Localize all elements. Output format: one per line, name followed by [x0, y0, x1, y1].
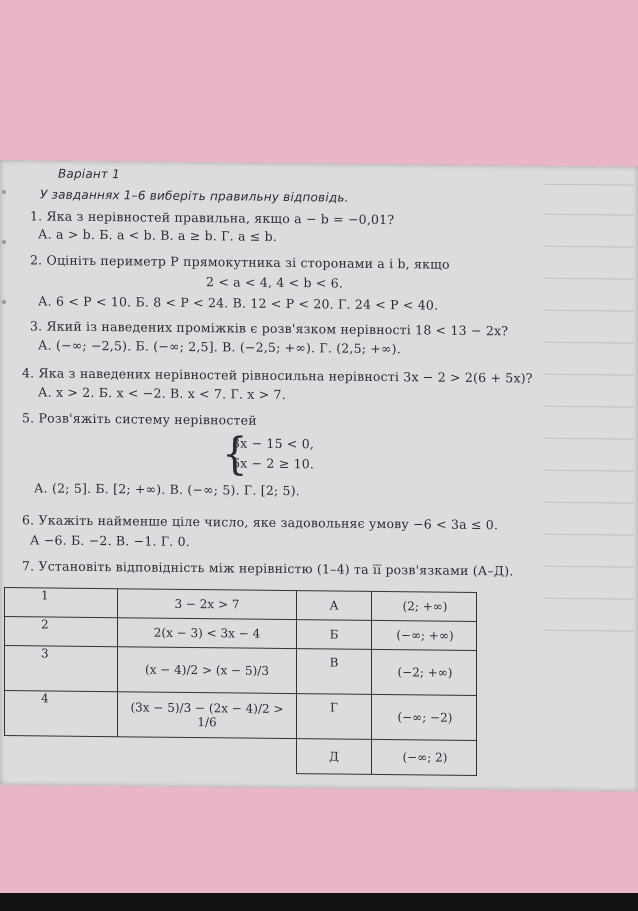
answer-letter: Г	[297, 694, 372, 740]
matching-table	[4, 587, 477, 775]
q2-answers: А. 6 < P < 10. Б. 8 < P < 24. В. 12 < P < 20. Г. 24 < P < 40.	[38, 293, 439, 313]
q4-question: 4. Яка з наведених нерівностей рівносильна нерівності 3x − 2 > 2(6 + 5x)?	[22, 365, 533, 386]
binding-hole	[2, 190, 6, 194]
answer-interval: (−∞; 2)	[372, 739, 477, 775]
ruled-line	[544, 184, 634, 186]
q2-condition: 2 < a < 4, 4 < b < 6.	[206, 274, 344, 291]
row-number	[5, 736, 118, 772]
q6-answers: А −6. Б. −2. В. −1. Г. 0.	[30, 532, 190, 549]
variant-title: Варіант 1	[58, 166, 120, 182]
ruled-line	[544, 534, 634, 536]
row-number: 4	[5, 691, 118, 737]
q6-question: 6. Укажіть найменше ціле число, яке задовольняє умову −6 < 3a ≤ 0.	[22, 512, 499, 533]
row-number: 2	[5, 617, 118, 647]
answer-letter: А	[297, 591, 372, 621]
instruction: У завданнях 1–6 виберіть правильну відповідь.	[40, 187, 349, 205]
q2-question: 2. Оцініть периметр P прямокутника зі сторонами a і b, якщо	[30, 252, 450, 272]
ruled-line	[544, 214, 634, 216]
row-number: 3	[5, 646, 118, 692]
ruled-line	[544, 598, 634, 600]
q1-question: 1. Яка з нерівностей правильна, якщо a − b = −0,01?	[30, 208, 395, 228]
inequality: 3 − 2x > 7	[118, 589, 297, 620]
worksheet-page	[0, 160, 638, 792]
bottom-bar	[0, 893, 638, 911]
system-brace: {	[222, 429, 248, 480]
binding-hole	[2, 240, 6, 244]
inequality: (3x − 5)/3 − (2x − 4)/2 > 1/6	[118, 692, 297, 739]
q1-answers: А. a > b. Б. a < b. В. a ≥ b. Г. a ≤ b.	[38, 226, 278, 244]
q4-answers: А. x > 2. Б. x < −2. В. x < 7. Г. x > 7.	[38, 384, 286, 402]
q3-answers: А. (−∞; −2,5). Б. (−∞; 2,5]. В. (−2,5; +∞). Г. (2,5; +∞).	[38, 337, 401, 357]
answer-letter: Б	[297, 620, 372, 650]
q5-line1: 3x − 15 < 0,	[232, 435, 315, 452]
ruled-line	[544, 470, 634, 472]
q7-question: 7. Установіть відповідність між нерівністю (1–4) та її розв'язками (А–Д).	[22, 558, 514, 579]
q3-question: 3. Який із наведених проміжків є розв'язком нерівності 18 < 13 − 2x?	[30, 318, 509, 339]
ruled-line	[544, 310, 634, 312]
q5-question: 5. Розв'яжіть систему нерівностей	[22, 410, 257, 428]
binding-hole	[2, 300, 6, 304]
table-row	[5, 736, 477, 775]
ruled-line	[544, 246, 634, 248]
ruled-line	[544, 278, 634, 280]
answer-interval: (−∞; +∞)	[372, 620, 477, 650]
ruled-line	[544, 566, 634, 568]
ruled-line	[544, 406, 634, 408]
answer-letter: Д	[297, 739, 372, 774]
ruled-line	[544, 502, 634, 504]
ruled-line	[544, 630, 634, 632]
q5-answers: А. (2; 5]. Б. [2; +∞). В. (−∞; 5). Г. [2; 5).	[34, 480, 300, 499]
table-row	[5, 691, 477, 741]
inequality	[118, 737, 297, 773]
ruled-line	[544, 438, 634, 440]
answer-interval: (−∞; −2)	[372, 694, 477, 740]
answer-letter: В	[297, 649, 372, 695]
answer-interval: (−2; +∞)	[372, 649, 477, 695]
inequality: (x − 4)/2 > (x − 5)/3	[118, 647, 297, 694]
inequality: 2(x − 3) < 3x − 4	[118, 618, 297, 649]
q5-line2: 6x − 2 ≥ 10.	[232, 455, 315, 472]
ruled-line	[544, 374, 634, 376]
ruled-line	[544, 342, 634, 344]
row-number: 1	[5, 588, 118, 618]
table-row	[5, 646, 477, 696]
answer-interval: (2; +∞)	[372, 591, 477, 621]
